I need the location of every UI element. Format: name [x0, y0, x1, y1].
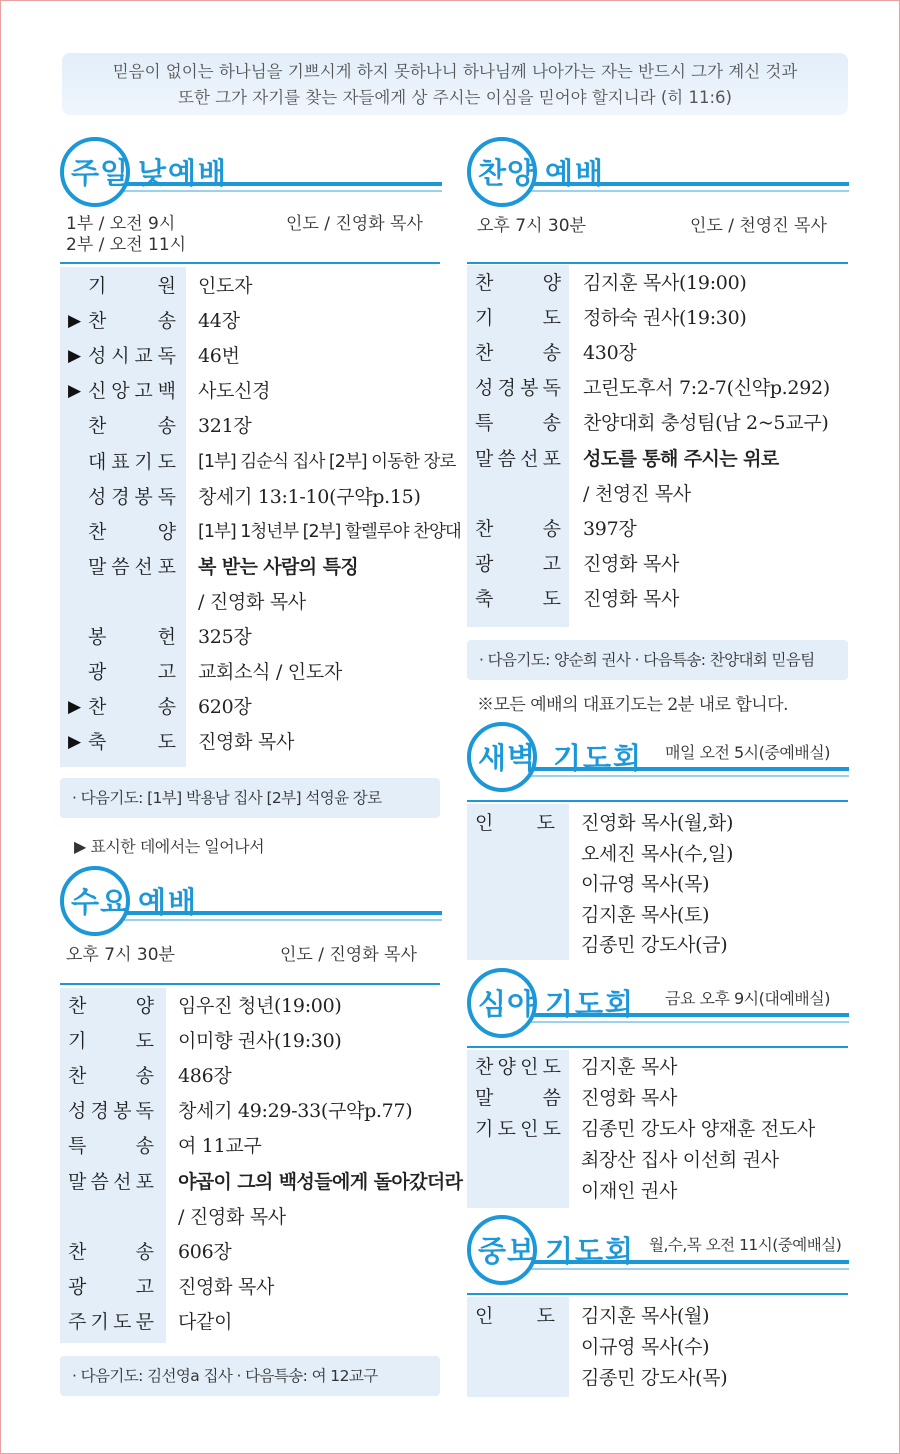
- heading-title-b: 예배: [545, 156, 606, 190]
- table-row: [60, 1235, 460, 1270]
- praise-service-heading: [467, 137, 849, 213]
- row-value: 이미향 권사(19:30): [178, 1030, 342, 1053]
- heading-title-b: 기도회: [553, 741, 644, 775]
- row-value: / 진영화 목사: [178, 1205, 286, 1228]
- heading-title-a: 심야: [478, 987, 537, 1021]
- row-label: 말 씀 선 포: [68, 1170, 154, 1193]
- table-row: [467, 442, 857, 477]
- heading-title-a: 새벽: [478, 741, 537, 775]
- row-value: 찬양대회 충성팀(남 2~5교구): [583, 412, 829, 435]
- table-row: [467, 477, 857, 512]
- row-value: 김종민 강도사 양재훈 전도사: [581, 1118, 815, 1140]
- table-row: [467, 512, 857, 547]
- row-value: 진영화 목사(월,화): [581, 812, 734, 834]
- table-row: [60, 480, 460, 515]
- row-label: 광 고: [68, 1275, 154, 1298]
- praise-leader: 인도 / 천영진 목사: [690, 216, 827, 236]
- row-label: 말 씀 선 포: [475, 447, 561, 470]
- row-value: 김지훈 목사(월): [581, 1305, 710, 1327]
- intercession-leader-table: [467, 1297, 857, 1397]
- row-label: 봉 헌: [88, 626, 176, 648]
- row-value: 여 11교구: [178, 1135, 262, 1158]
- row-value: 김지훈 목사(토): [581, 903, 710, 926]
- dawn-divider: [467, 800, 848, 802]
- sunday-time-1: 1부 / 오전 9시: [66, 214, 176, 234]
- table-row: [467, 582, 857, 617]
- row-label: 주 기 도 문: [68, 1310, 154, 1333]
- row-value: 321장: [198, 415, 252, 438]
- praise-time: 오후 7시 30분: [477, 216, 586, 236]
- row-label: 찬 송: [68, 1065, 154, 1088]
- row-value: 복 받는 사람의 특징: [198, 555, 359, 578]
- table-row: [60, 550, 460, 585]
- row-label: 찬 송: [475, 342, 561, 365]
- stand-arrow-icon: ▶: [68, 732, 82, 753]
- stand-note: ▶ 표시한 데에서는 일어나서: [74, 837, 265, 856]
- wednesday-divider: [60, 983, 440, 985]
- row-value: 진영화 목사: [198, 731, 295, 754]
- table-row: [467, 301, 857, 336]
- table-row: [60, 409, 460, 444]
- table-row: [60, 269, 460, 304]
- wednesday-leader: 인도 / 진영화 목사: [280, 945, 417, 965]
- night-prayer-heading: [467, 968, 849, 1044]
- heading-title-b: 기도회: [545, 987, 636, 1021]
- table-row: [60, 374, 460, 409]
- row-value: 최장산 집사 이선희 권사: [581, 1149, 779, 1171]
- table-row: [467, 406, 857, 441]
- row-value: [1부] 김순식 집사 [2부] 이동한 장로: [198, 451, 456, 472]
- table-row: [60, 339, 460, 374]
- row-value: 김지훈 목사(19:00): [583, 272, 747, 294]
- dawn-leader-table: [467, 804, 857, 960]
- row-value: 606장: [178, 1240, 232, 1263]
- sunday-service-heading: [60, 137, 442, 213]
- row-value: 44장: [198, 310, 240, 333]
- table-row: [60, 585, 460, 620]
- stand-arrow-icon: ▶: [68, 311, 82, 332]
- stand-arrow-icon: ▶: [68, 346, 82, 367]
- table-row: [60, 725, 460, 760]
- row-label: 특 송: [68, 1135, 154, 1158]
- wednesday-order-table: [60, 988, 463, 1343]
- table-row: [60, 690, 460, 725]
- praise-order-table: [467, 265, 857, 627]
- row-value: 김종민 강도사(목): [581, 1367, 728, 1389]
- table-row: [467, 1143, 857, 1178]
- night-leader-table: [467, 1050, 857, 1208]
- row-value: 인도자: [198, 275, 253, 297]
- row-label: 말 씀 선 포: [88, 555, 176, 578]
- row-label: 성 경 봉 독: [88, 485, 176, 508]
- row-label: 성 시 교 독: [88, 345, 176, 368]
- table-row: [60, 1094, 460, 1129]
- row-label: 축 도: [88, 731, 176, 754]
- table-row: [60, 445, 460, 480]
- praise-next: · 다음기도: 양순희 권사 · 다음특송: 찬양대회 믿음팀: [467, 640, 848, 680]
- sunday-order-table: [60, 267, 460, 767]
- row-value: 정하숙 권사(19:30): [583, 307, 747, 330]
- row-value: 성도를 통해 주시는 위로: [583, 447, 779, 470]
- row-label: 성 경 봉 독: [68, 1100, 154, 1123]
- table-row: [467, 371, 857, 406]
- row-value: [1부] 1청년부 [2부] 할렐루야 찬양대: [198, 521, 461, 542]
- row-value: 486장: [178, 1065, 232, 1088]
- sunday-divider: [60, 262, 440, 264]
- row-label: 기 원: [88, 275, 176, 297]
- verse-line-2: 또한 그가 자기를 찾는 자들에게 상 주시는 이심을 믿어야 할지니라 (히 11:6): [178, 88, 732, 107]
- row-label: 찬 양: [88, 520, 176, 543]
- row-label: 인 도: [475, 1305, 555, 1327]
- row-value: 사도신경: [198, 380, 271, 403]
- row-value: 교회소식 / 인도자: [198, 661, 342, 684]
- row-value: 325장: [198, 626, 252, 648]
- row-label: 찬 양: [475, 272, 561, 294]
- table-row: [60, 1059, 460, 1094]
- row-value: 고린도후서 7:2-7(신약p.292): [583, 377, 830, 400]
- row-value: 오세진 목사(수,일): [581, 842, 734, 865]
- row-value: 이재인 권사: [581, 1180, 678, 1202]
- table-row: [467, 336, 857, 371]
- row-value: 야곱이 그의 백성들에게 돌아갔더라: [178, 1170, 463, 1193]
- row-label: 찬 송: [475, 517, 561, 540]
- heading-title-b: 예배: [138, 885, 199, 919]
- wednesday-next: · 다음기도: 김선영a 집사 · 다음특송: 여 12교구: [60, 1356, 440, 1396]
- row-label: 찬 송: [88, 415, 176, 438]
- row-value: 다같이: [178, 1310, 233, 1333]
- list-item: [467, 1330, 857, 1365]
- intercession-prayer-heading: [467, 1215, 849, 1291]
- row-label: 찬 송: [88, 696, 176, 719]
- table-row: [467, 1112, 857, 1147]
- praise-divider: [467, 262, 848, 264]
- row-label: 축 도: [475, 587, 561, 610]
- row-value: 이규영 목사(수): [581, 1336, 710, 1358]
- row-value: 진영화 목사: [583, 552, 680, 575]
- table-row: [60, 1200, 460, 1235]
- dawn-prayer-heading: [467, 722, 849, 798]
- table-row: [60, 655, 460, 690]
- row-label: 특 송: [475, 412, 561, 435]
- list-item: [467, 928, 857, 963]
- stand-arrow-icon: ▶: [68, 381, 82, 402]
- dawn-schedule: 매일 오전 5시(중예배실): [665, 743, 830, 762]
- row-value: 진영화 목사: [583, 587, 680, 610]
- heading-title-a: 중보: [478, 1234, 537, 1268]
- heading-title-b: 기도회: [545, 1234, 636, 1268]
- row-value: 진영화 목사: [178, 1275, 275, 1298]
- row-value: 46번: [198, 345, 240, 368]
- stand-arrow-icon: ▶: [68, 697, 82, 718]
- row-value: 창세기 13:1-10(구약p.15): [198, 485, 421, 508]
- row-label: 찬 송: [88, 310, 176, 333]
- row-label: 신 앙 고 백: [88, 380, 176, 403]
- table-row: [467, 1050, 857, 1085]
- row-value: 620장: [198, 696, 252, 719]
- row-label: 광 고: [475, 552, 561, 575]
- intercession-divider: [467, 1293, 848, 1295]
- sunday-leader: 인도 / 진영화 목사: [286, 214, 423, 234]
- row-label: 기 도: [68, 1030, 154, 1053]
- verse-line-1: 믿음이 없이는 하나님을 기쁘시게 하지 못하나니 하나님께 나아가는 자는 반드시 그가 계신 것과: [112, 62, 798, 81]
- table-row: [60, 1305, 460, 1340]
- row-label: 대 표 기 도: [88, 450, 176, 473]
- table-row: [467, 1081, 857, 1116]
- sunday-next-prayer: · 다음기도: [1부] 박용남 집사 [2부] 석영윤 장로: [60, 778, 440, 818]
- heading-title-a: 주일: [71, 156, 130, 190]
- night-divider: [467, 1046, 848, 1048]
- row-label: 인 도: [475, 812, 555, 834]
- row-value: / 진영화 목사: [198, 590, 306, 613]
- table-row: [60, 620, 460, 655]
- table-row: [60, 304, 460, 339]
- row-value: 임우진 청년(19:00): [178, 995, 342, 1017]
- row-label: 찬 양: [68, 995, 154, 1017]
- sunday-time-2: 2부 / 오전 11시: [66, 235, 187, 255]
- row-value: 이규영 목사(목): [581, 873, 710, 895]
- table-row: [467, 1174, 857, 1209]
- row-value: 김종민 강도사(금): [581, 934, 728, 956]
- table-row: [467, 547, 857, 582]
- row-value: 진영화 목사: [581, 1087, 678, 1109]
- row-label: 찬 양 인 도: [475, 1056, 561, 1078]
- heading-title-a: 수요: [71, 885, 130, 919]
- heading-title-a: 찬양: [478, 156, 537, 190]
- table-row: [60, 515, 460, 550]
- row-label: 찬 송: [68, 1240, 154, 1263]
- wednesday-service-heading: [60, 866, 442, 942]
- row-value: 창세기 49:29-33(구약p.77): [178, 1100, 413, 1123]
- row-label: 말 씀: [475, 1087, 561, 1109]
- prayer-time-note: ※모든 예배의 대표기도는 2분 내로 합니다.: [477, 695, 788, 715]
- table-row: [60, 1165, 463, 1200]
- list-item: [467, 1361, 857, 1396]
- row-value: 397장: [583, 517, 637, 540]
- table-row: [60, 1129, 460, 1164]
- row-label: 광 고: [88, 661, 176, 684]
- table-row: [60, 1024, 460, 1059]
- row-value: / 천영진 목사: [583, 482, 691, 505]
- row-label: 성 경 봉 독: [475, 377, 561, 400]
- row-value: 430장: [583, 342, 637, 365]
- wednesday-time: 오후 7시 30분: [66, 945, 175, 965]
- table-row: [60, 1270, 460, 1305]
- scripture-verse: [62, 53, 848, 115]
- row-label: 기 도 인 도: [475, 1118, 561, 1140]
- list-item: [467, 1299, 857, 1334]
- table-row: [60, 989, 460, 1024]
- table-row: [467, 266, 857, 301]
- row-label: 기 도: [475, 307, 561, 330]
- row-value: 김지훈 목사: [581, 1056, 678, 1078]
- night-schedule: 금요 오후 9시(대예배실): [665, 989, 830, 1008]
- intercession-schedule: 월,수,목 오전 11시(중예배실): [649, 1236, 842, 1254]
- heading-title-b: 낮예배: [138, 156, 229, 190]
